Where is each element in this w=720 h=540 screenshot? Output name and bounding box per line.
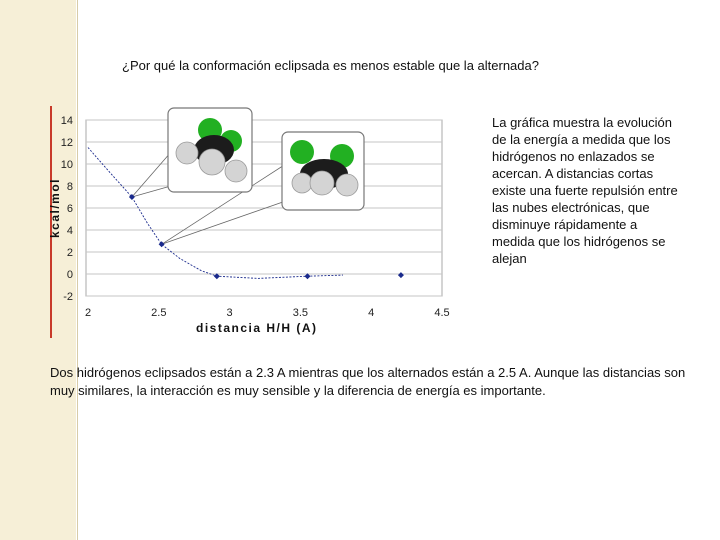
question-heading: ¿Por qué la conformación eclipsada es menos estable que la alternada?	[122, 58, 539, 73]
x-tick-label: 4.5	[434, 307, 450, 319]
chlorine-atom	[290, 140, 314, 164]
distance-note: Dos hidrógenos eclipsados están a 2.3 A mientras que los alternados están a 2.5 A. Aunque las distancias son muy similares, la interacción es muy sensible y la diferencia de energía es importante.	[50, 365, 686, 398]
x-tick-label: 3.5	[292, 307, 309, 319]
y-tick-label: 4	[66, 225, 73, 237]
staggered-molecule-inset	[282, 132, 364, 210]
hydrogen-atom	[199, 149, 225, 175]
x-axis-label: distancia H/H (A)	[196, 321, 318, 335]
x-tick-label: 3	[226, 307, 233, 319]
y-tick-label: 6	[66, 203, 73, 215]
y-tick-label: 12	[60, 137, 73, 149]
y-tick-label: 0	[66, 269, 73, 281]
energy-chart-svg	[46, 104, 468, 340]
y-tick-label: 2	[66, 247, 73, 259]
hydrogen-atom	[292, 173, 312, 193]
y-tick-label: 14	[60, 115, 73, 127]
x-tick-label: 2	[84, 307, 92, 319]
x-tick-labels	[85, 307, 450, 319]
hydrogen-atom	[336, 174, 358, 196]
y-tick-label: -2	[63, 291, 73, 303]
y-tick-label: 10	[60, 159, 73, 171]
y-axis-label: kcal/mol	[48, 177, 62, 239]
energy-chart	[46, 104, 468, 340]
y-tick-labels	[61, 115, 73, 303]
y-tick-label: 8	[66, 181, 73, 193]
eclipsed-molecule-inset	[168, 108, 252, 192]
explanation-text: La gráfica muestra la evolución de la energía a medida que los hidrógenos no enlazados se acercan. A distancias cortas existe una fuerte repulsión entre las nubes electrónicas, que disminuye rápidamente a medida que los hidrógenos se alejan	[492, 115, 678, 266]
hydrogen-atom	[225, 160, 247, 182]
x-tick-label: 4	[368, 307, 375, 319]
hydrogen-atom	[310, 171, 334, 195]
x-tick-label: 2.5	[151, 307, 167, 319]
hydrogen-atom	[176, 142, 198, 164]
